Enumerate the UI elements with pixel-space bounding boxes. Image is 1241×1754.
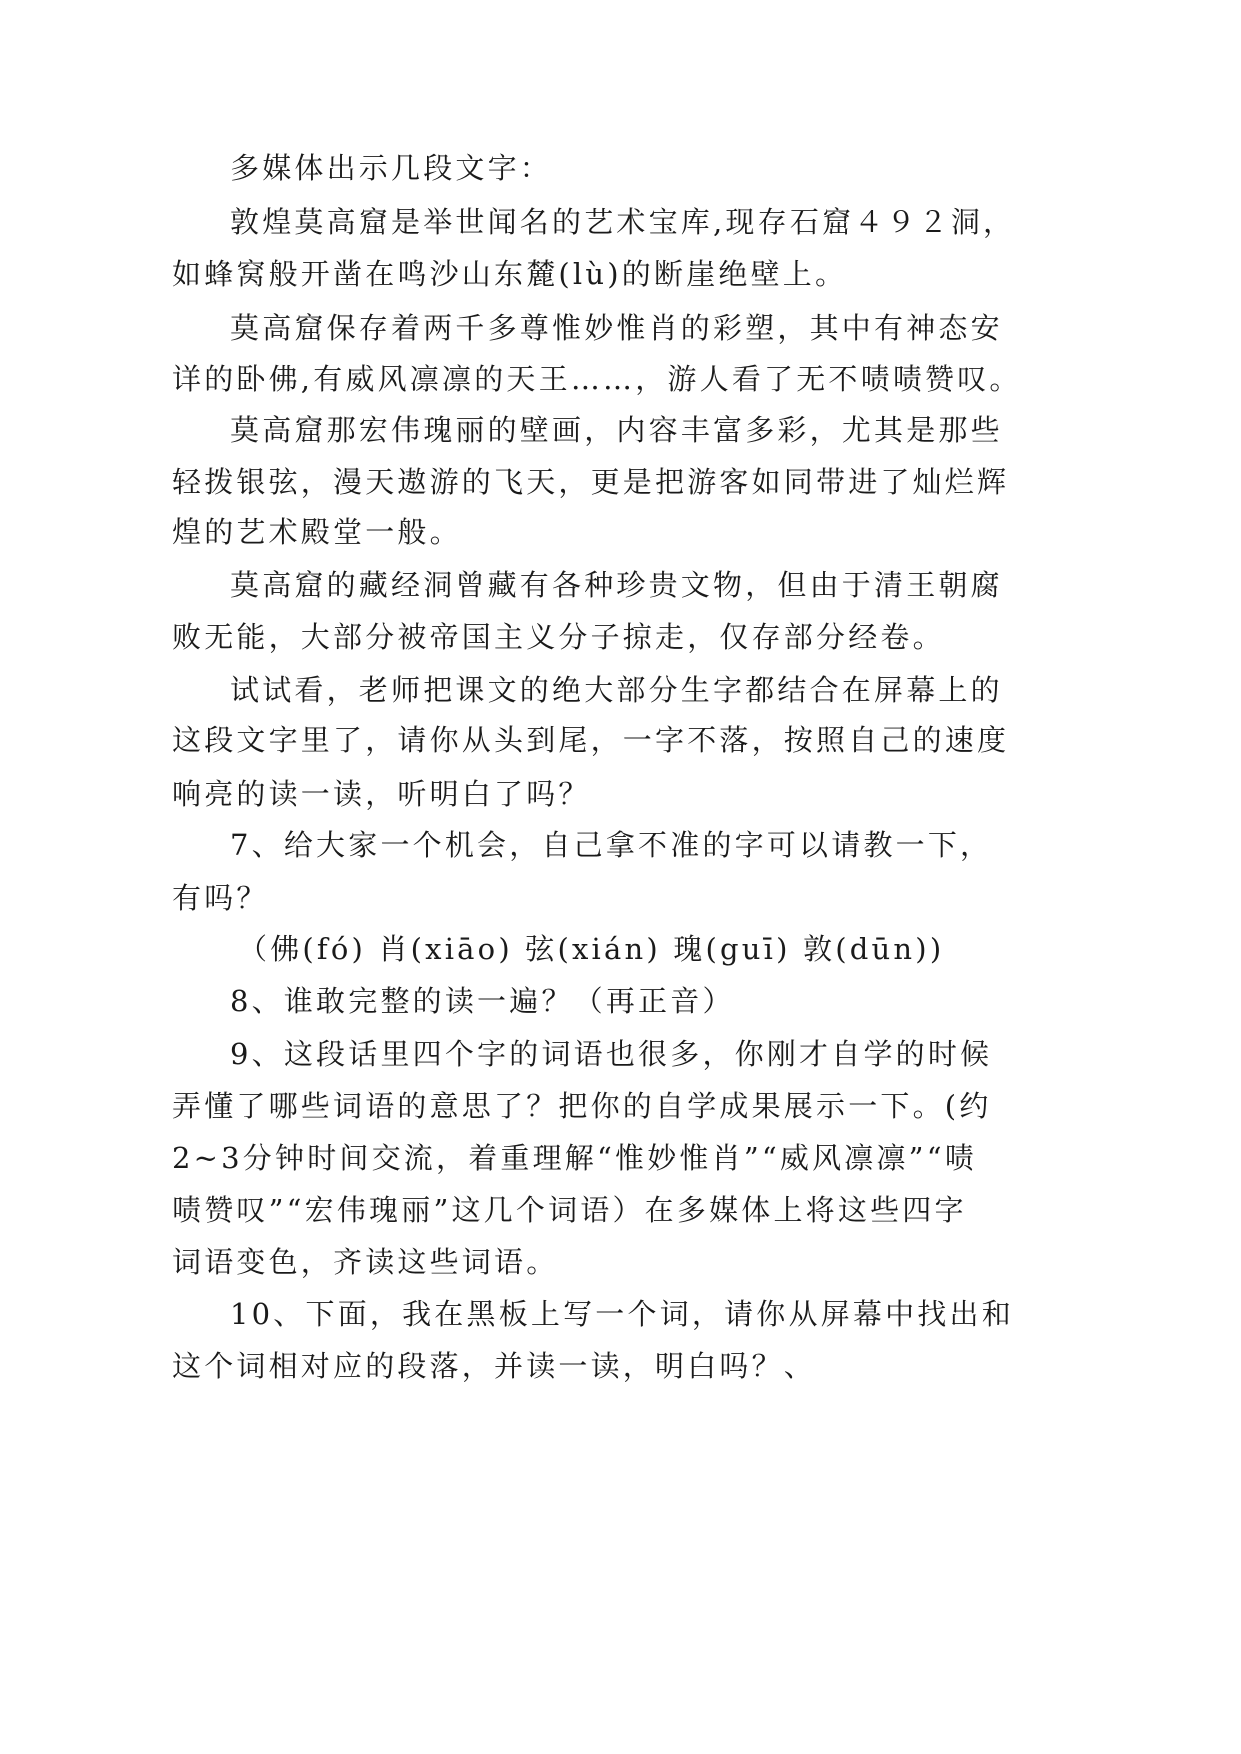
- text-line: 这段文字里了，请你从头到尾，一字不落，按照自己的速度: [172, 723, 1010, 757]
- text-line: 响亮的读一读，听明白了吗？: [172, 777, 591, 811]
- text-line: 弄懂了哪些词语的意思了？把你的自学成果展示一下。(约: [172, 1089, 992, 1123]
- text-line: 如蜂窝般开凿在鸣沙山东麓(lù)的断崖绝壁上。: [172, 257, 848, 291]
- text-line: 试试看，老师把课文的绝大部分生字都结合在屏幕上的: [230, 673, 1003, 707]
- text-line: 莫高窟那宏伟瑰丽的壁画，内容丰富多彩，尤其是那些: [230, 413, 1003, 447]
- text-line: 啧赞叹”“宏伟瑰丽”这几个词语）在多媒体上将这些四字: [172, 1193, 967, 1227]
- text-line: 轻拨银弦，漫天遨游的飞天，更是把游客如同带进了灿烂辉: [172, 465, 1010, 499]
- text-line: 这个词相对应的段落，并读一读，明白吗？、: [172, 1349, 817, 1383]
- text-line: 10、下面，我在黑板上写一个词，请你从屏幕中找出和: [230, 1297, 1014, 1331]
- text-line: 多媒体出示几段文字：: [230, 151, 553, 185]
- text-line: 7、给大家一个机会，自己拿不准的字可以请教一下，: [230, 828, 993, 862]
- text-line: 煌的艺术殿堂一般。: [172, 515, 462, 549]
- text-line: 2~3分钟时间交流，着重理解“惟妙惟肖”“威风凛凛”“啧: [172, 1141, 977, 1175]
- text-line: 8、谁敢完整的读一遍？（再正音）: [230, 984, 735, 1018]
- text-line: 敦煌莫高窟是举世闻名的艺术宝库,现存石窟４９２洞，: [230, 205, 1016, 239]
- text-line: 莫高窟的藏经洞曾藏有各种珍贵文物，但由于清王朝腐: [230, 568, 1003, 602]
- text-line: （佛(fó) 肖(xiāo) 弦(xián) 瑰(guī) 敦(dūn)): [238, 932, 945, 966]
- text-line: 词语变色，齐读这些词语。: [172, 1245, 559, 1279]
- text-line: 败无能，大部分被帝国主义分子掠走，仅存部分经卷。: [172, 620, 945, 654]
- text-line: 详的卧佛,有威风凛凛的天王……，游人看了无不啧啧赞叹。: [172, 362, 1022, 396]
- text-line: 莫高窟保存着两千多尊惟妙惟肖的彩塑，其中有神态安: [230, 311, 1003, 345]
- text-line: 9、这段话里四个字的词语也很多，你刚才自学的时候: [230, 1037, 993, 1071]
- text-line: 有吗？: [172, 881, 269, 915]
